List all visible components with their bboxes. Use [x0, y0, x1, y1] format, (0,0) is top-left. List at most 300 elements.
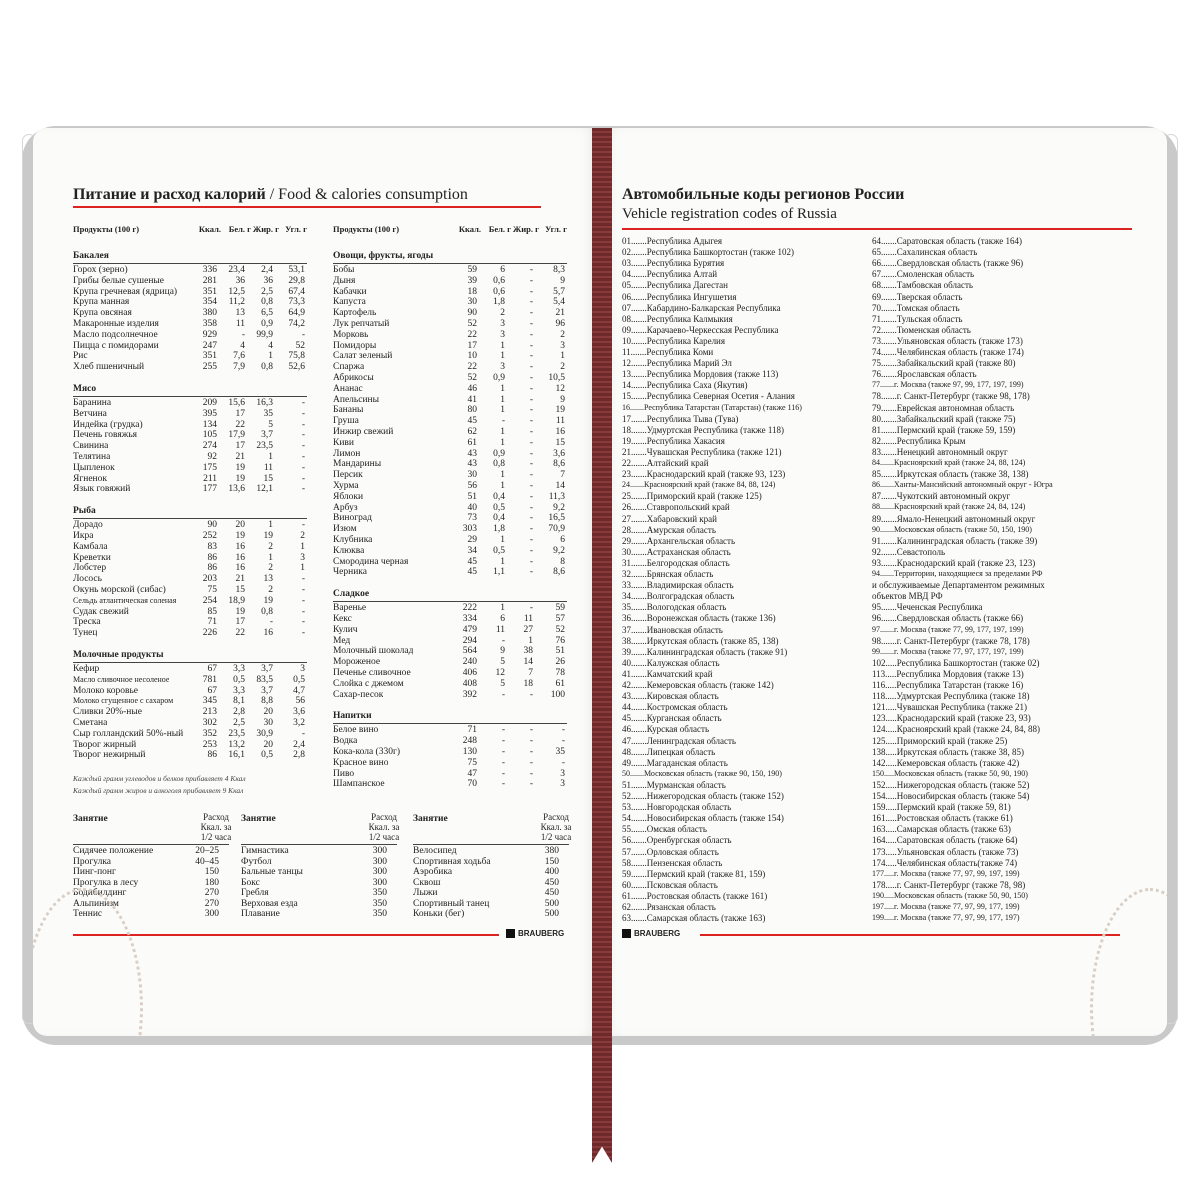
table-row: [333, 758, 567, 769]
cell-value: 19: [263, 595, 273, 606]
activity-kcal: 380: [544, 846, 559, 856]
region-code-item: 29.......Архангельская область: [622, 535, 736, 546]
table-row: [73, 265, 307, 276]
table-row: [73, 409, 307, 420]
cell-value: 38: [523, 646, 533, 657]
cell-product: Помидоры: [333, 340, 377, 351]
cell-value: -: [301, 430, 305, 441]
section-rule: [333, 263, 567, 264]
cell-value: 52: [467, 319, 477, 329]
cell-product: Ананас: [333, 383, 363, 394]
region-code-item: 38.......Иркутская область (также 85, 138): [622, 635, 779, 646]
activity-row: [413, 888, 569, 899]
region-code-item: 24.......Красноярский край (также 84, 88, 124): [622, 480, 776, 490]
cell-value: 16,1: [228, 750, 245, 761]
table-row: [333, 470, 567, 481]
column-header: Бел. г: [228, 224, 251, 234]
cell-value: 61: [467, 437, 477, 448]
region-code-item: 173.....Ульяновская область (также 73): [872, 846, 1019, 857]
activity-name: Бальные танцы: [241, 867, 303, 877]
cell-value: 30: [467, 297, 477, 308]
title-underline: [73, 206, 541, 208]
cell-product: Молоко сгущенное с сахаром: [73, 696, 174, 706]
cell-value: -: [301, 606, 305, 617]
cell-value: -: [529, 459, 533, 470]
cell-value: 380: [202, 308, 217, 319]
table-row: [73, 607, 307, 618]
table-row: [73, 542, 307, 553]
cell-value: -: [301, 419, 305, 430]
table-row: [333, 449, 567, 460]
cell-value: -: [529, 383, 533, 394]
cell-value: -: [301, 441, 305, 452]
page-title: Автомобильные коды регионов России: [622, 186, 905, 203]
cell-value: 8,1: [233, 696, 245, 707]
cell-value: -: [301, 595, 305, 606]
cell-value: -: [301, 628, 305, 639]
cell-value: 83,5: [256, 674, 273, 685]
cell-value: 5: [500, 657, 505, 668]
cell-value: 23,5: [228, 728, 245, 739]
activity-name: Велосипед: [413, 846, 457, 856]
cell-value: -: [501, 768, 505, 779]
cell-value: -: [529, 416, 533, 427]
region-code-item: 35.......Вологодская область: [622, 602, 727, 613]
activity-name: Пинг-понг: [73, 867, 116, 877]
footer-line: [73, 934, 499, 936]
cell-value: 11: [235, 319, 245, 329]
table-row: [73, 341, 307, 352]
region-code-item: 31.......Белгородская область: [622, 557, 730, 568]
table-row: [73, 686, 307, 697]
activity-name: Сидячее положение: [73, 846, 154, 856]
cell-product: Молочный шоколад: [333, 646, 414, 657]
footer-line: [700, 934, 1120, 936]
cell-product: Сливки 20%-ные: [73, 707, 142, 718]
activity-name: Сквош: [413, 877, 441, 888]
section-rule: [73, 662, 307, 663]
cell-value: 6: [560, 535, 565, 545]
cell-value: 1: [500, 535, 505, 545]
cell-value: 7,6: [233, 351, 245, 362]
table-row: [73, 553, 307, 564]
cell-value: -: [301, 574, 305, 585]
table-row: [73, 287, 307, 298]
cell-value: -: [529, 481, 533, 491]
table-row: [73, 750, 307, 761]
cell-value: 30: [467, 470, 477, 481]
cell-product: Ягненок: [73, 473, 107, 484]
region-code-item: 70.......Томская область: [872, 302, 960, 313]
cell-value: 59: [467, 265, 477, 275]
region-code-item: 45.......Курганская область: [622, 713, 722, 724]
activity-kcal: 350: [372, 888, 387, 898]
cell-product: Сыр голландский 50%-ный: [73, 728, 184, 739]
cell-product: Дыня: [333, 275, 356, 286]
activity-kcal: 40–45: [195, 856, 219, 867]
cell-value: -: [301, 728, 305, 739]
activity-kcal: 300: [204, 909, 219, 919]
cell-value: -: [561, 736, 565, 747]
cell-value: 3,6: [293, 707, 305, 718]
cell-value: 75,8: [288, 351, 305, 362]
cell-value: 8,6: [553, 459, 565, 470]
cell-value: -: [501, 689, 505, 700]
region-code-item: 59.......Пермский край (также 81, 159): [622, 868, 766, 879]
cell-value: -: [529, 319, 533, 329]
cell-product: Печень говяжья: [73, 430, 138, 441]
cell-product: Бананы: [333, 405, 364, 416]
cell-value: 19: [235, 606, 245, 617]
cell-value: -: [301, 473, 305, 484]
cell-value: 23,5: [256, 441, 273, 452]
cell-value: 15,6: [228, 398, 245, 408]
activity-name: Прогулка в лесу: [73, 877, 139, 888]
region-code-item: 11.......Республика Коми: [622, 347, 714, 357]
region-code-item: 06.......Республика Ингушетия: [622, 291, 737, 302]
activity-name: Аэробика: [413, 867, 453, 877]
cell-value: 100: [550, 689, 565, 700]
activity-kcal: 270: [204, 888, 219, 898]
cell-value: 21: [555, 308, 565, 319]
cell-value: 17,9: [228, 430, 245, 441]
cell-product: Баранина: [73, 398, 112, 408]
cell-product: Инжир свежий: [333, 427, 394, 437]
section-rule: [73, 263, 307, 264]
cell-value: 21: [235, 452, 245, 462]
cell-value: -: [529, 308, 533, 319]
cell-value: 211: [203, 473, 217, 484]
region-code-item: 69.......Тверская область: [872, 291, 963, 302]
cell-value: -: [529, 394, 533, 405]
activity-subheader: Ккал. за: [368, 822, 400, 832]
cell-product: Белое вино: [333, 725, 379, 736]
cell-value: -: [301, 408, 305, 419]
cell-product: Мандарины: [333, 459, 382, 470]
cell-product: Свинина: [73, 441, 109, 452]
table-row: [73, 718, 307, 729]
cell-value: 4: [240, 340, 245, 351]
activity-kcal: 450: [544, 877, 559, 888]
cell-product: Клубника: [333, 535, 373, 545]
cell-value: 303: [462, 524, 477, 535]
table-row: [73, 596, 307, 607]
cell-product: Крупа овсяная: [73, 308, 132, 319]
cell-value: 255: [202, 362, 217, 373]
table-row: [333, 614, 567, 625]
activity-kcal: 180: [204, 877, 219, 888]
region-code-item: 92.......Севастополь: [872, 546, 946, 557]
cell-value: 41: [467, 394, 477, 405]
cell-value: 86: [207, 563, 217, 574]
cell-value: 2,8: [233, 707, 245, 718]
table-row: [73, 574, 307, 585]
cell-value: -: [529, 470, 533, 481]
cell-product: Креветки: [73, 552, 111, 563]
table-row: [333, 636, 567, 647]
cell-value: -: [501, 757, 505, 768]
region-code-item: 164.....Саратовская область (также 64): [872, 835, 1018, 846]
table-row: [73, 319, 307, 330]
cell-value: 35: [555, 747, 565, 757]
region-code-item: 190.....Московская область (также 50, 90, 150): [872, 890, 1028, 900]
cell-value: 83: [207, 541, 217, 552]
cell-value: 18,9: [228, 595, 245, 606]
cell-value: 3: [560, 340, 565, 351]
cell-value: -: [241, 329, 245, 340]
cell-value: 40: [467, 502, 477, 513]
cell-value: -: [501, 635, 505, 646]
cell-product: Пицца с помидорами: [73, 340, 159, 351]
cell-value: 3,7: [261, 664, 273, 674]
region-code-item: 03.......Республика Бурятия: [622, 258, 725, 269]
cell-value: -: [529, 437, 533, 448]
cell-value: 52: [467, 373, 477, 383]
cell-value: 2,5: [261, 286, 273, 297]
activity-row: [241, 888, 397, 899]
cell-product: Камбала: [73, 541, 108, 552]
cell-value: 3: [500, 319, 505, 329]
column-header: Продукты (100 г): [333, 224, 400, 234]
cell-value: 56: [467, 481, 477, 491]
cell-value: 274: [202, 441, 217, 452]
activity-row: [73, 857, 229, 868]
region-code-item: 27.......Хабаровский край: [622, 513, 717, 524]
region-code-item: 04.......Республика Алтай: [622, 269, 718, 280]
cell-value: 1,8: [493, 524, 505, 535]
cell-value: 45: [467, 556, 477, 567]
region-code-item: 15.......Республика Северная Осетия - Алания: [622, 391, 795, 402]
table-row: [73, 628, 307, 639]
region-code-item: 124.....Красноярский край (также 24, 84, 88): [872, 724, 1040, 735]
cell-product: Капуста: [333, 297, 366, 308]
table-row: [333, 524, 567, 535]
cell-value: 22: [235, 628, 245, 639]
activity-rule: [413, 844, 569, 845]
cell-value: 7,9: [233, 362, 245, 373]
table-row: [73, 441, 307, 452]
cell-value: 45: [467, 416, 477, 427]
cell-product: Хурма: [333, 481, 359, 491]
page-subtitle: / Food & calories consumption: [269, 186, 468, 203]
region-code-item: 30.......Астраханская область: [622, 546, 731, 557]
cell-value: 2,5: [233, 718, 245, 728]
cell-value: 240: [462, 657, 477, 668]
activity-row: [241, 909, 397, 920]
region-code-item: 177.....г. Москва (также 77, 97, 99, 197, 199): [872, 868, 1020, 878]
table-row: [333, 373, 567, 384]
section-title: Мясо: [73, 384, 97, 394]
cell-product: Бобы: [333, 265, 355, 275]
region-code-item: 57.......Орловская область: [622, 846, 719, 857]
cell-product: Сельдь атлантическая соленая: [73, 595, 177, 605]
region-code-item: 17.......Республика Тыва (Тува): [622, 413, 739, 424]
region-code-item: 58.......Пензенская область: [622, 857, 723, 868]
table-row: [73, 430, 307, 441]
cell-value: 73,3: [288, 297, 305, 308]
region-code-item: 83.......Ненецкий автономный округ: [872, 446, 1008, 457]
cell-value: 0,5: [233, 674, 245, 685]
cell-value: 92: [207, 452, 217, 462]
cell-product: Черника: [333, 567, 367, 578]
cell-value: 17: [235, 617, 245, 628]
table-row: [333, 362, 567, 373]
cell-value: 0,5: [493, 502, 505, 513]
column-header: Жир. г: [512, 224, 539, 234]
cell-value: 11: [523, 614, 533, 624]
cell-value: 1: [500, 427, 505, 437]
region-code-item: 79.......Еврейская автономная область: [872, 402, 1015, 413]
region-code-item: 91.......Калининградская область (также 39): [872, 535, 1038, 546]
region-code-item: 52.......Нижегородская область (также 152): [622, 791, 784, 801]
activity-subheader: Расход: [203, 812, 229, 822]
section-title: Овощи, фрукты, ягоды: [333, 251, 434, 261]
cell-value: 12: [555, 383, 565, 394]
cell-value: 4,7: [293, 685, 305, 696]
activity-name: Плавание: [241, 909, 280, 919]
cell-value: -: [561, 725, 565, 736]
activity-row: [241, 878, 397, 889]
region-code-item: 56.......Оренбургская область: [622, 835, 732, 846]
table-row: [333, 276, 567, 287]
activity-rule: [241, 844, 397, 845]
cell-product: Дорадо: [73, 520, 103, 531]
cell-value: 29,8: [288, 275, 305, 286]
activity-kcal: 500: [544, 898, 559, 909]
cell-value: 39: [467, 275, 477, 286]
region-code-item: 05.......Республика Дагестан: [622, 280, 728, 291]
cell-value: 19: [235, 531, 245, 541]
table-row: [333, 657, 567, 668]
brand-logo-icon: [506, 929, 515, 938]
activity-name: Гимнастика: [241, 846, 289, 856]
table-row: [73, 276, 307, 287]
table-row: [333, 513, 567, 524]
region-code-item: 46.......Курская область: [622, 724, 710, 735]
cell-value: 0,4: [493, 491, 505, 502]
region-code-item: 96.......Свердловская область (также 66): [872, 613, 1024, 624]
cell-value: 51: [555, 646, 565, 657]
table-row: [333, 546, 567, 557]
table-row: [333, 625, 567, 636]
cell-value: 4: [268, 340, 273, 351]
cell-value: 22: [235, 419, 245, 430]
cell-value: 75: [467, 757, 477, 768]
activity-kcal: 300: [372, 846, 387, 856]
cell-value: -: [561, 757, 565, 768]
activity-row: [413, 878, 569, 889]
bookmark-ribbon[interactable]: [592, 128, 612, 1163]
cell-value: 17: [235, 408, 245, 419]
cell-value: 22: [467, 362, 477, 373]
region-code-item: 163.....Самарская область (также 63): [872, 824, 1011, 835]
cell-product: Молоко коровье: [73, 685, 139, 696]
table-row: [73, 308, 307, 319]
table-row: [73, 563, 307, 574]
cell-value: 9: [560, 394, 565, 405]
cell-value: 13,6: [228, 484, 245, 495]
cell-value: 358: [202, 319, 217, 329]
table-row: [73, 474, 307, 485]
activity-rule: [73, 844, 229, 845]
brand-name: BRAUBERG: [518, 929, 565, 938]
cell-value: 75: [207, 585, 217, 595]
region-code-item: 19.......Республика Хакасия: [622, 435, 725, 446]
region-code-item: 71.......Тульская область: [872, 313, 963, 324]
cell-product: Виноград: [333, 513, 372, 524]
cell-value: 7: [528, 668, 533, 678]
region-code-item: 67.......Смоленская область: [872, 269, 975, 280]
region-code-item: 159.....Пермский край (также 59, 81): [872, 802, 1011, 813]
table-row: [333, 481, 567, 492]
cell-value: 1: [500, 556, 505, 567]
cell-value: 71: [467, 725, 477, 736]
section-rule: [333, 723, 567, 724]
region-code-item: 78.......г. Санкт-Петербург (также 98, 178): [872, 391, 1030, 402]
cell-value: 11,2: [228, 297, 245, 308]
cell-value: 294: [462, 635, 477, 646]
cell-value: 252: [202, 531, 217, 541]
cell-value: 3: [560, 779, 565, 790]
cell-value: 105: [202, 430, 217, 441]
cell-product: Мед: [333, 635, 351, 646]
activity-kcal: 350: [372, 898, 387, 909]
cell-value: -: [529, 535, 533, 545]
cell-value: 351: [202, 286, 217, 297]
cell-value: -: [529, 351, 533, 362]
cell-value: 15: [235, 585, 245, 595]
table-row: [333, 779, 567, 790]
cell-value: 86: [207, 552, 217, 563]
table-row: [73, 675, 307, 686]
cell-value: 16: [235, 552, 245, 563]
table-row: [333, 603, 567, 614]
region-code-item: 60.......Псковская область: [622, 879, 718, 890]
cell-product: Окунь морской (сибас): [73, 585, 166, 595]
cell-value: 99,9: [256, 329, 273, 340]
cell-value: 2: [300, 531, 305, 541]
cell-product: Кефир: [73, 664, 100, 674]
cell-value: 36: [263, 275, 273, 286]
title-underline: [622, 228, 1132, 230]
region-code-item: 97.......г. Москва (также 77, 99, 177, 197, 199): [872, 624, 1024, 634]
activity-row: [73, 878, 229, 889]
activity-header: Занятие: [73, 814, 108, 824]
table-row: [333, 297, 567, 308]
region-code-item: 123.....Краснодарский край (также 23, 93): [872, 713, 1031, 724]
cell-value: 0,8: [261, 297, 273, 308]
cell-value: 12: [495, 668, 505, 678]
cell-product: Изюм: [333, 524, 357, 535]
cell-value: 334: [462, 614, 477, 624]
cell-value: 408: [462, 678, 477, 689]
region-code-item: 93.......Краснодарский край (также 23, 123): [872, 557, 1036, 568]
cell-value: -: [529, 757, 533, 768]
cell-value: 247: [202, 340, 217, 351]
activity-subheader: Ккал. за: [540, 822, 572, 832]
table-row: [73, 707, 307, 718]
region-code-item: и обслуживаемые Департаментом режимных: [872, 580, 1045, 591]
cell-value: 248: [462, 736, 477, 747]
cell-value: 52: [295, 340, 305, 351]
cell-value: 2,4: [261, 265, 273, 275]
cell-product: Тунец: [73, 628, 98, 639]
cell-value: 13: [263, 574, 273, 585]
table-row: [333, 427, 567, 438]
region-code-item: 16.......Республика Татарстан (Татарстан) (также 116): [622, 402, 802, 412]
activity-name: Спортивная ходьба: [413, 856, 491, 867]
cell-value: 78: [555, 668, 565, 678]
